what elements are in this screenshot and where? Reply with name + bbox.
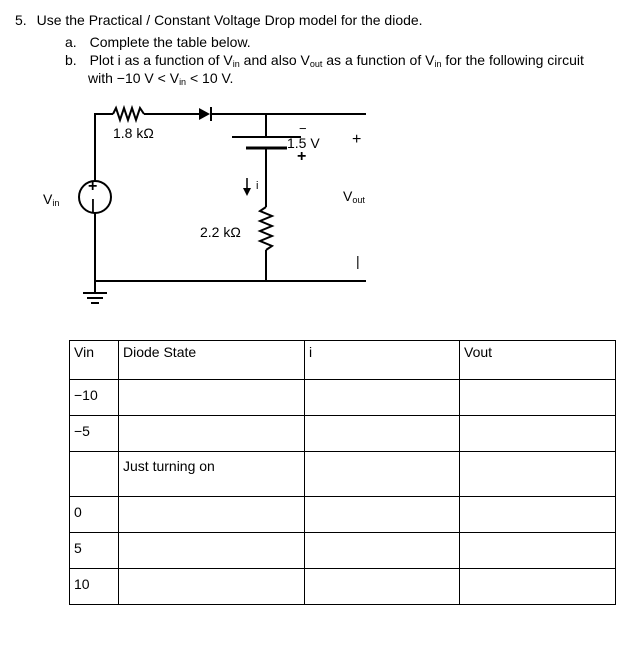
part-a-letter: a. (65, 34, 77, 50)
battery-minus: − (299, 121, 307, 136)
ground-icon (83, 293, 107, 303)
table-row (70, 497, 616, 533)
table-row (70, 452, 616, 497)
cell-diode-state[interactable] (119, 569, 305, 605)
cell-diode-state[interactable] (119, 380, 305, 416)
vout-minus: | (356, 253, 360, 269)
header-i: i (305, 341, 460, 380)
cell-i[interactable] (305, 416, 460, 452)
current-arrow-icon (243, 178, 251, 196)
table-row (70, 569, 616, 605)
cell-diode-state[interactable] (119, 533, 305, 569)
current-label: i (256, 180, 259, 192)
table-header-row (70, 341, 616, 380)
wire-top-left (95, 114, 113, 181)
vout-plus: + (352, 131, 362, 148)
part-b: b. Plot i as a function of $V_{in}$ and also $V_{out}$ as a function of $V_{in}$ for the following circuit (65, 52, 584, 69)
cell-vout[interactable] (460, 380, 616, 416)
table-row (70, 416, 616, 452)
cell-i[interactable] (305, 569, 460, 605)
cell-diode-state: Just turning on (119, 452, 305, 497)
cell-i[interactable] (305, 380, 460, 416)
part-b-letter: b. (65, 52, 77, 68)
results-table (69, 340, 616, 605)
cell-vin[interactable] (70, 452, 119, 497)
source-plus: + (88, 178, 98, 195)
header-vin: Vin (70, 341, 119, 380)
cell-diode-state[interactable] (119, 497, 305, 533)
cell-vin: 10 (70, 569, 119, 605)
cell-i[interactable] (305, 533, 460, 569)
part-a-text: Complete the table below. (89, 34, 251, 50)
cell-vout[interactable] (460, 497, 616, 533)
header-vout: Vout (460, 341, 616, 380)
part-b-line2: with −10 $V < V_{in} < 10$ V. (88, 70, 234, 87)
resistor-1-8k (113, 108, 144, 120)
cell-vout[interactable] (460, 452, 616, 497)
cell-vout[interactable] (460, 416, 616, 452)
battery-label: 1.5 V (287, 135, 320, 151)
battery-plus: + (297, 148, 307, 165)
header-diode-state: Diode State (119, 341, 305, 380)
diode-icon (199, 108, 210, 120)
cell-vin: −10 (70, 380, 119, 416)
problem-text: Use the Practical / Constant Voltage Drop model for the diode. (36, 12, 423, 28)
cell-i[interactable] (305, 497, 460, 533)
vin-label: $V_{in}$ (43, 191, 60, 208)
table-row (70, 380, 616, 416)
problem-number: 5. (15, 12, 27, 28)
cell-vin: 0 (70, 497, 119, 533)
vout-label: $V_{out}$ (343, 188, 365, 205)
cell-vin: −5 (70, 416, 119, 452)
cell-vin: 5 (70, 533, 119, 569)
resistor-2-2k (260, 207, 272, 250)
cell-i[interactable] (305, 452, 460, 497)
cell-diode-state[interactable] (119, 416, 305, 452)
table-row (70, 533, 616, 569)
cell-vout[interactable] (460, 533, 616, 569)
r1-label: 1.8 kΩ (113, 125, 154, 141)
cell-vout[interactable] (460, 569, 616, 605)
source-minus: | (91, 196, 95, 212)
r2-label: 2.2 kΩ (200, 224, 241, 240)
